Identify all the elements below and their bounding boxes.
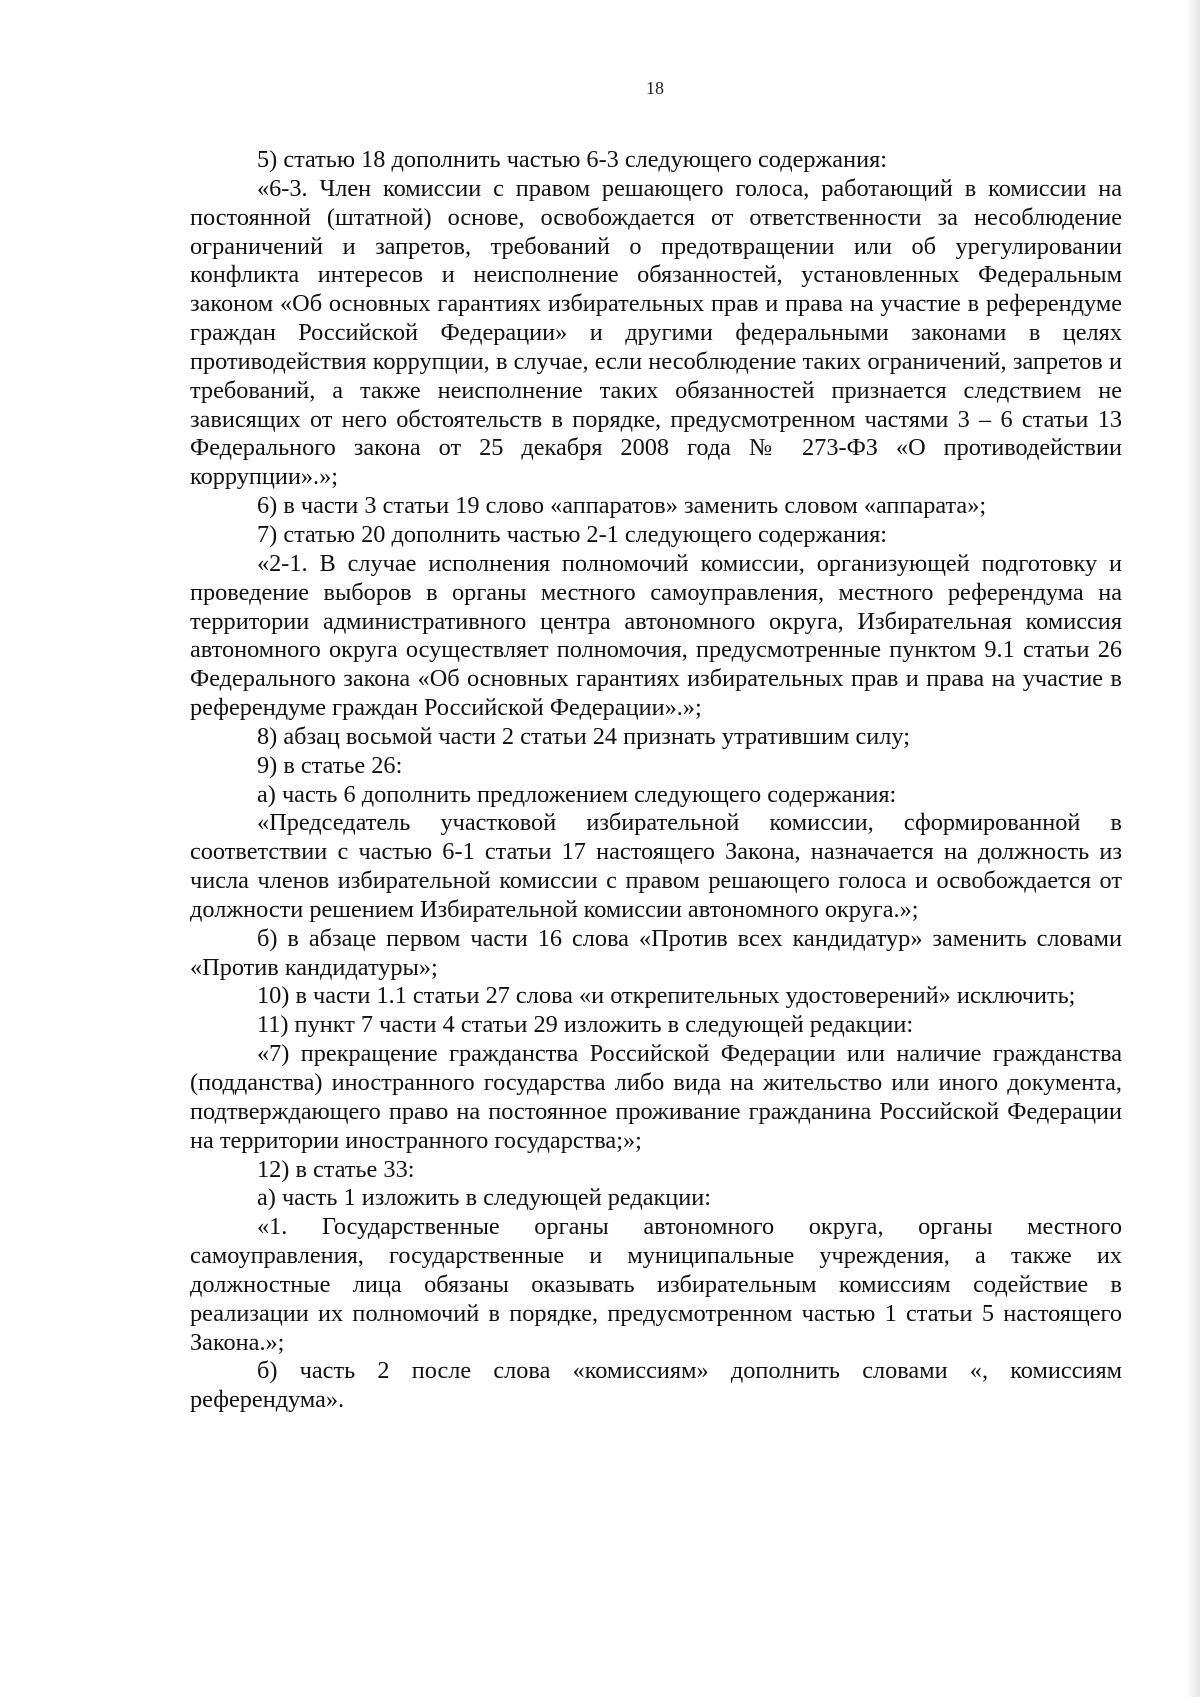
paragraph: 7) статью 20 дополнить частью 2-1 следующего содержания: <box>257 520 888 548</box>
paragraph: а) часть 6 дополнить предложением следующего содержания: <box>257 780 897 808</box>
document-body <box>190 146 1122 1415</box>
paragraph: б) часть 2 после слова «комиссиям» дополнить словами «, комиссиям референдума». <box>190 1357 1122 1414</box>
paragraph: а) часть 1 изложить в следующей редакции: <box>257 1184 712 1212</box>
paragraph: «7) прекращение гражданства Российской Федерации или наличие гражданства (подданства) иностранного государства либо вида на жительство или иного документа, подтверждающего право на постоянное проживание гражданина Российской Федерации на территории иностранного государства;»; <box>190 1040 1122 1154</box>
paragraph: «1. Государственные органы автономного округа, органы местного самоуправления, государственные и муниципальные учреждения, а также их должностные лица обязаны оказывать избирательным комиссиям содействие в реализации их полномочий в порядке, предусмотренном частью 1 статьи 5 настоящего Закона.»; <box>190 1213 1122 1356</box>
paragraph: 10) в части 1.1 статьи 27 слова «и открепительных удостоверений» исключить; <box>257 982 1076 1010</box>
paragraph: 12) в статье 33: <box>257 1155 415 1183</box>
paragraph: «Председатель участковой избирательной комиссии, сформированной в соответствии с частью 6-1 статьи 17 настоящего Закона, назначается на должность из числа членов избирательной комиссии с правом решающего голоса и освобождается от должности решением Избирательной комиссии автономного округа.»; <box>190 809 1122 923</box>
paragraph: «6-3. Член комиссии с правом решающего голоса, работающий в комиссии на постоянной (штатной) основе, освобождается от ответственности за несоблюдение ограничений и запретов, требований о предотвращении или об урегулировании конфликта интересов и неисполнение обязанностей, установленных Федеральным законом «Об основных гарантиях избирательных прав и права на участие в референдуме граждан Российской Федерации» и другими федеральными законами в целях противодействия коррупции, в случае, если несоблюдение таких ограничений, запретов и требований, а также неисполнение таких обязанностей признается следствием не зависящих от него обстоятельств в порядке, предусмотренном частями 3 – 6 статьи 13 Федерального закона от 25 декабря 2008 года № 273-ФЗ «О противодействии коррупции».»; <box>190 174 1122 491</box>
paragraph: «2-1. В случае исполнения полномочий комиссии, организующей подготовку и проведение выборов в органы местного самоуправления, местного референдума на территории административного центра автономного округа, Избирательная комиссия автономного округа осуществляет полномочия, предусмотренные пунктом 9.1 статьи 26 Федерального закона «Об основных гарантиях избирательных прав и права на участие в референдуме граждан Российской Федерации».»; <box>190 549 1122 722</box>
paragraph: 9) в статье 26: <box>257 751 403 779</box>
paragraph: 6) в части 3 статьи 19 слово «аппаратов» заменить словом «аппарата»; <box>257 492 987 520</box>
page-number: 18 <box>646 78 664 98</box>
page-edge <box>1186 0 1200 1697</box>
paragraph: 11) пункт 7 части 4 статьи 29 изложить в следующей редакции: <box>257 1011 914 1039</box>
paragraph: б) в абзаце первом части 16 слова «Против всех кандидатур» заменить словами «Против кандидатуры»; <box>190 924 1122 981</box>
paragraph: 5) статью 18 дополнить частью 6-3 следующего содержания: <box>257 146 888 173</box>
paragraph: 8) абзац восьмой части 2 статьи 24 признать утратившим силу; <box>257 722 910 750</box>
